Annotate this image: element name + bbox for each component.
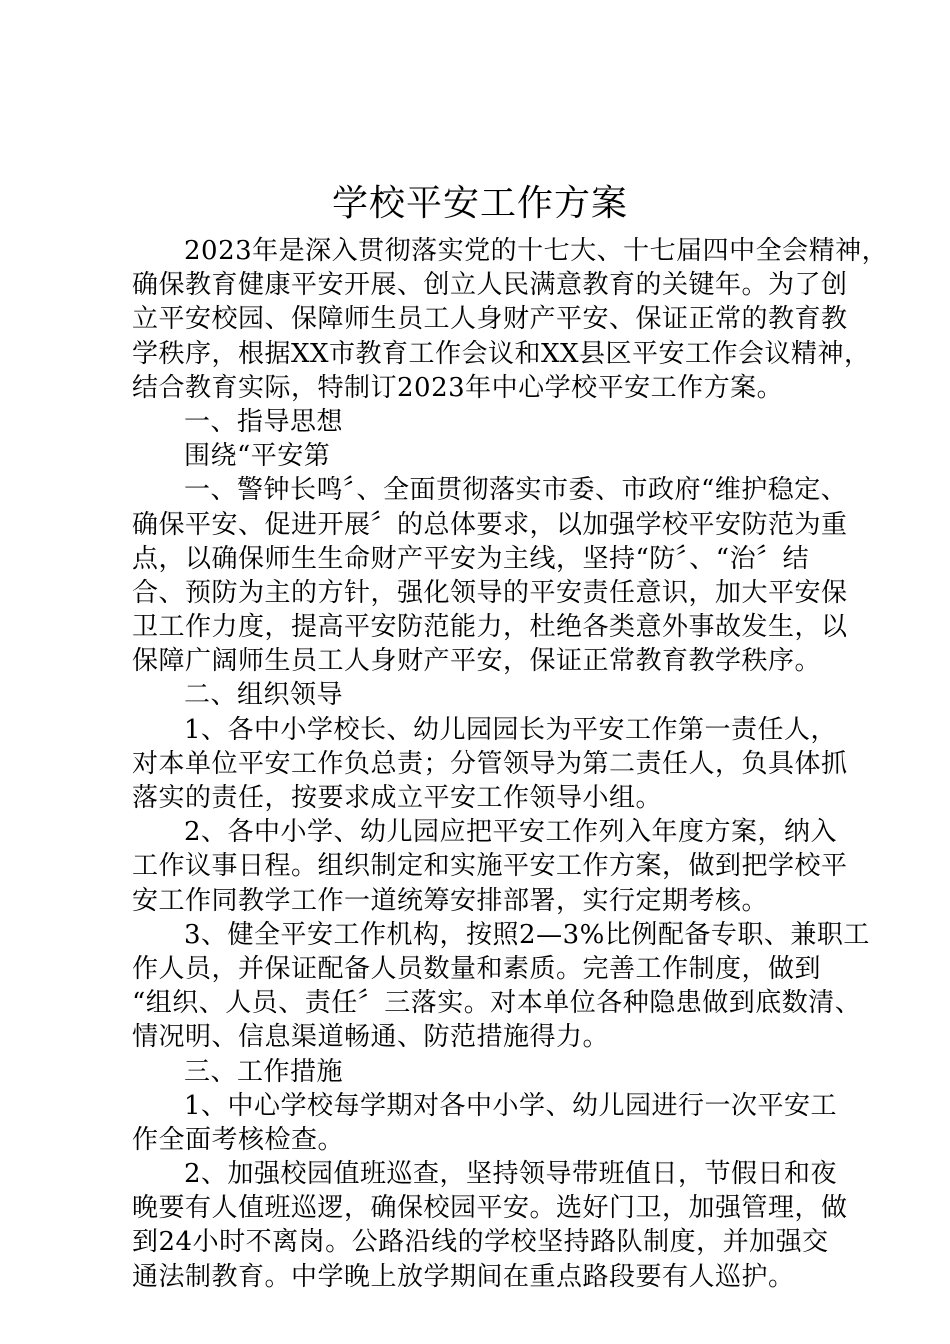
text-line: 作人员，并保证配备人员数量和素质。完善工作制度，做到 — [132, 953, 822, 984]
text-line: 2、各中小学、幼儿园应把平安工作列入年度方案，纳入 — [184, 817, 838, 848]
text-line: 确保平安、促进开展〞的总体要求，以加强学校平安防范为重 — [132, 509, 848, 540]
document-title: 学校平安工作方案 — [331, 183, 628, 224]
text-line: 卫工作力度，提高平安防范能力，杜绝各类意外事故发生，以 — [132, 612, 848, 643]
text-line: 到24小时不离岗。公路沿线的学校坚持路队制度，并加强交 — [132, 1227, 829, 1258]
text-line: 作全面考核检查。 — [132, 1124, 345, 1155]
text-line: 通法制教育。中学晚上放学期间在重点路段要有人巡护。 — [132, 1261, 795, 1292]
text-line: “组织、人员、责任〞三落实。对本单位各种隐患做到底数清、 — [132, 988, 862, 1019]
text-line: 2、加强校园值班巡查，坚持领导带班值日，节假日和夜 — [184, 1159, 838, 1190]
text-line: 晚要有人值班巡逻，确保校园平安。选好门卫，加强管理，做 — [132, 1193, 848, 1224]
text-line: 1、各中小学校长、幼儿园园长为平安工作第一责任人， — [184, 714, 838, 745]
text-line: 安工作同教学工作一道统筹安排部署，实行定期考核。 — [132, 885, 769, 916]
text-line: 一、指导思想 — [184, 406, 344, 437]
text-line: 二、组织领导 — [184, 680, 344, 711]
text-line: 一、警钟长鸣〞、全面贯彻落实市委、市政府“维护稳定、 — [184, 475, 848, 506]
text-line: 合、预防为主的方针，强化领导的平安责任意识，加大平安保 — [132, 577, 848, 608]
text-line: 点，以确保师生生命财产平安为主线，坚持“防〞、“治〞结 — [132, 543, 810, 574]
text-line: 结合教育实际，特制订2023年中心学校平安工作方案。 — [132, 372, 784, 403]
text-line: 三、工作措施 — [184, 1056, 344, 1087]
text-line: 对本单位平安工作负总责；分管领导为第二责任人，负具体抓 — [132, 748, 848, 779]
text-line: 围绕“平安第 — [184, 441, 331, 472]
text-line: 2023年是深入贯彻落实党的十七大、十七届四中全会精神， — [184, 236, 889, 266]
text-line: 落实的责任，按要求成立平安工作领导小组。 — [132, 783, 663, 813]
document-body — [132, 234, 889, 1294]
text-line: 保障广阔师生员工人身财产平安，保证正常教育教学秩序。 — [132, 646, 822, 677]
text-line: 1、中心学校每学期对各中小学、幼儿园进行一次平安工 — [184, 1090, 838, 1121]
text-line: 立平安校园、保障师生员工人身财产平安、保证正常的教育教 — [132, 304, 848, 335]
text-line: 情况明、信息渠道畅通、防范措施得力。 — [132, 1022, 610, 1053]
text-line: 学秩序，根据XX市教育工作会议和XX县区平安工作会议精神， — [132, 338, 871, 369]
text-line: 3、健全平安工作机构，按照2—3%比例配备专职、兼职工 — [184, 919, 870, 950]
text-line: 确保教育健康平安开展、创立人民满意教育的关键年。为了创 — [132, 270, 848, 301]
text-line: 工作议事日程。组织制定和实施平安工作方案，做到把学校平 — [132, 851, 848, 882]
